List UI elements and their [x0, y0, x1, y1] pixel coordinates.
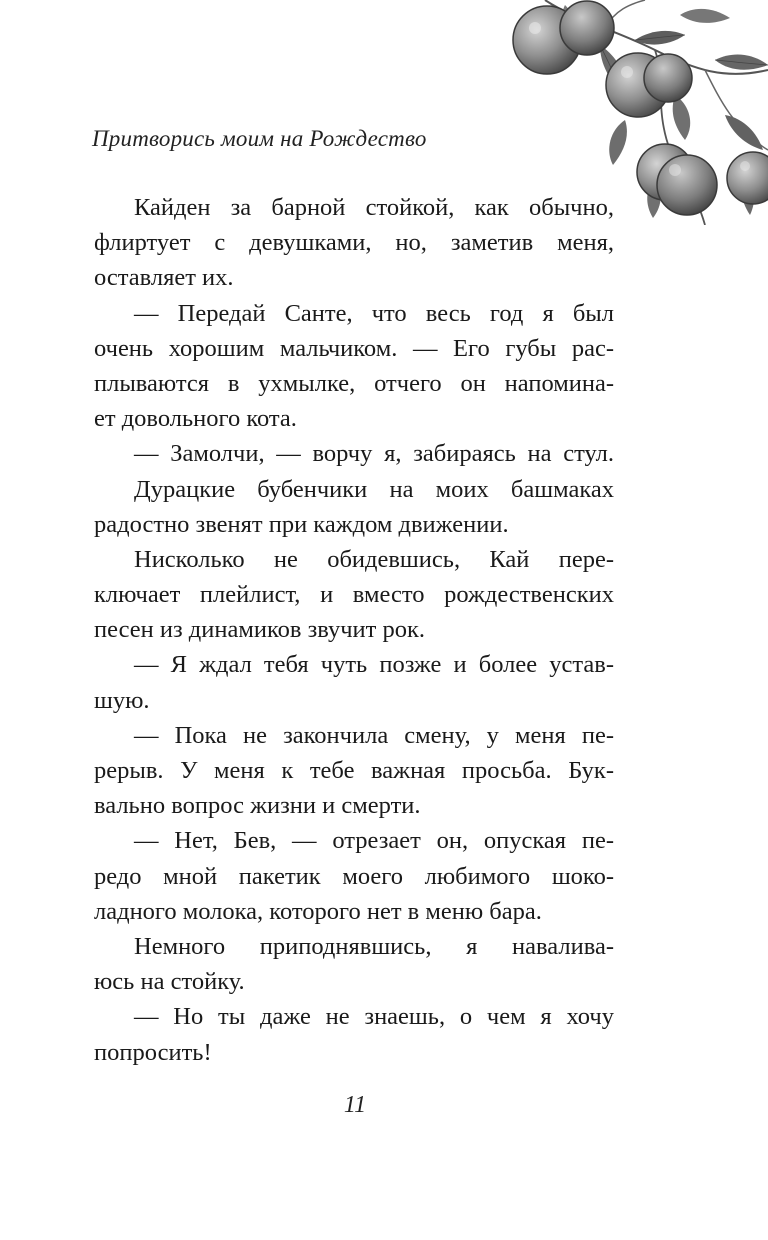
- text-line: — Нет, Бев, — отрезает он, опуская пе-: [134, 827, 614, 855]
- body-text: [94, 190, 614, 1070]
- text-line: плываются в ухмылке, отчего он напомина-: [94, 369, 614, 397]
- page-number: 11: [343, 1092, 367, 1118]
- text-line: редо мной пакетик моего любимого шоко-: [94, 862, 614, 890]
- text-line: очень хорошим мальчиком. — Его губы рас-: [94, 334, 614, 362]
- text-line: Немного приподнявшись, я навалива-: [134, 932, 614, 960]
- text-line: — Я ждал тебя чуть позже и более устав-: [134, 651, 614, 679]
- text-line: юсь на стойку.: [94, 968, 245, 996]
- text-line: флиртует с девушками, но, заметив меня,: [94, 229, 614, 257]
- text-line: — Пока не закончила смену, у меня пе-: [134, 721, 614, 749]
- text-line: шую.: [94, 686, 150, 714]
- text-line: ет довольного кота.: [94, 405, 297, 433]
- text-line: Нисколько не обидевшись, Кай пере-: [134, 545, 614, 573]
- text-line: оставляет их.: [94, 264, 234, 292]
- running-head-title: Притворись моим на Рождество: [92, 126, 427, 151]
- text-line: — Замолчи, — ворчу я, забираясь на стул.: [134, 440, 614, 468]
- text-line: попросить!: [94, 1038, 212, 1066]
- text-line: — Передай Санте, что весь год я был: [134, 299, 614, 327]
- text-line: ключает плейлист, и вместо рождественских: [94, 581, 614, 609]
- text-line: Кайден за барной стойкой, как обычно,: [134, 194, 614, 221]
- text-line: ладного молока, которого нет в меню бара.: [94, 897, 542, 925]
- text-line: Дурацкие бубенчики на моих башмаках: [134, 475, 614, 503]
- text-line: — Но ты даже не знаешь, о чем я хочу: [134, 1003, 614, 1031]
- text-line: песен из динамиков звучит рок.: [94, 616, 426, 644]
- text-line: радостно звенят при каждом движении.: [94, 510, 509, 538]
- text-line: рерыв. У меня к тебе важная просьба. Бук-: [94, 757, 614, 784]
- text-line: вально вопрос жизни и смерти.: [94, 792, 421, 820]
